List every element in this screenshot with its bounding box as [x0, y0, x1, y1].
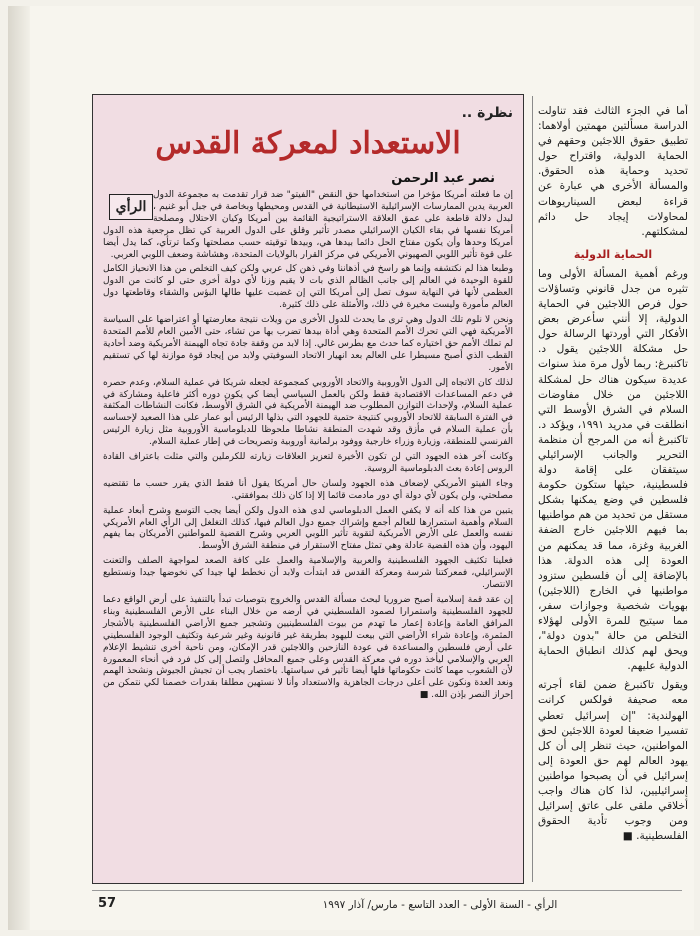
article-paragraph: فعلينا تكثيف الجهود الفلسطينية والعربية والإسلامية والعمل على كافة الصعد لمواجهة الصلف والتعنت الإسرائيلي، فمعركتنا شرسة ومعركة القدس قد ابتدأت ولابد أن نخطط لها جيدا كي نخوضها جيدا ونستطيع الانتصار.: [103, 556, 513, 591]
article-kicker: نظرة ..: [461, 105, 513, 121]
page-binding-edge: [8, 6, 30, 930]
column-divider: [532, 96, 533, 882]
issue-footer: الرأي - السنة الأولى - العدد التاسع - مارس/ آذار ١٩٩٧: [322, 899, 558, 911]
article-author: نصر عبد الرحمن: [391, 171, 495, 186]
article-paragraph: إن ما فعلته أمريكا مؤخرا من استخدامها حق النقض "الفيتو" ضد قرار تقدمت به مجموعة الدول العربية يدين الممارسات الإسرائيلية الاستيطانية في القدس ومحيطها وبخاصة في جبل أبو غنيم ، لبدل دلالة قاطعة على عمق العلاقة الاستراتيجية القائمة بين أمريكا وكيان الاحتلال ومصلحة أمريكا نفسها في بقاء الكيان الإسرائيلي مصدر تأثير وقلق على الدول العربية كي تظل مرجعية هذه الدول أمريكا وحدها وأن يكون مفتاح الحل دائما بيدها هي، وبيدها توقيته حسب مصلحتها وكما ترتأي، كما يدل أيضا على قوة تأثير اللوبي الصهيوني الأمريكي في مركز القرار بالولايات المتحدة، وهشاشة وضعف اللوبي العربي.: [103, 190, 513, 260]
sidebar-column: [538, 104, 688, 894]
article-body: [103, 190, 513, 702]
opinion-article-box: [92, 94, 524, 884]
article-paragraph: وطبعا هذا لم نكتشفه وإنما هو راسخ في أذهاننا وفي ذهن كل عربي ولكن كيف التخلص من هذا الانحياز الكامل للقوة الوحيدة في العالم إلى جانب الظالم الذي بات لا يقيم وزنا لأي دولة أخرى حتى لو كانت من الدول العظمى لأنها في النهاية سوف تصل إلى أمريكا التي إن غضبت عليها طالها البؤس والشقاء وقاطعتها دول العالم مأمورة وليست مخيرة في ذلك، والأمثلة على ذلك كثيرة.: [103, 264, 513, 311]
byline-row: [103, 171, 513, 186]
article-paragraph: وجاء الفيتو الأمريكي لإضعاف هذه الجهود ولسان حال أمريكا يقول أنا فقط الذي يقرر حسب ما تقتضيه مصلحتي، ولن يكون لأي دولة أي دور مادمت قائما إلا إذا كان ذلك بموافقتي.: [103, 478, 513, 501]
article-paragraph: ونحن لا نلوم تلك الدول وهي ترى ما يحدث للدول الأخرى من ويلات نتيجة معارضتها أو اعتراضها على السياسة الأمريكية فهي التي تحرك الأمم المتحدة وهي أداة بيدها تضرب بها من تشاء، حتى الأمين العام للأمم المتحدة لم تملك الأمم حق اختياره كما حدث مع بطرس غالي. إذا لابد من وقفة جادة تجاه الهيمنة الأمريكية وضد أحادية القطب الذي أصبح مسيطرا على العالم بعد انهيار الاتحاد السوفيتي ولابد من إيجاد قوة موازنة لها كي تستقيم الأمور.: [103, 315, 513, 373]
sidebar-paragraph: ورغم أهمية المسألة الأولى وما تثيره من جدل قانوني وتساؤلات حول فرص اللاجئين في الحماية الدولية، إلا أنني سأعرض بعض الأفكار التي أوردتها الرسالة حول حل مشكلة اللاجئين يقول د. تاكنبرغ: ربما لأول مرة منذ سنوات عديدة سيكون هناك حل لمشكلة اللاجئين من خلال مفاوضات السلام في الشرق الأوسط التي انطلقت في مدريد ١٩٩١، ويؤكد د. تاكنبرغ أنه من المرجح أن منظمة التحرير والجانب الإسرائيلي سيتفقان على إقامة دولة فلسطينية، حيثها ستكون حكومة فلسطين في وضع يمكنها بشكل مستقل من تحديد من هم مواطنيها بما فيهم اللاجئين خارج الضفة الغربية وغزة، مما قد يمكنهم من العودة إلى هذه الدولة. هذا بالإضافة إلى أن فلسطين ستزود مواطنيها في الخارج (اللاجئين) بهويات شخصية وجوازات سفر، مما سيتيح للمرة الأولى لهؤلاء التخلص من حالة "بدون دولة"، ويحق لهم كذلك انطباق الحماية الدولية عليهم.: [538, 267, 688, 673]
footer-rule: [92, 890, 682, 891]
article-paragraph: إن عقد قمة إسلامية أصبح ضروريا لبحث مسألة القدس والخروج بتوصيات تبدأ بالتنفيذ على أرض الواقع دعما للجهود الفلسطينية واستمرارا لصمود الفلسطيني في أرضه من خلال البناء على الأرض الفلسطينية وبناء المرافق العامة وإعادة إعمار ما تهدم من بيوت الفلسطينيين وتشجير جميع الأراضي الفلسطينية بالأشجار المثمرة، وإعادة شراء الأراضي التي بيعت لليهود بطريقة غير قانونية وغير شرعية وتكثيف الوجود الفلسطيني على أرض فلسطين والمساعدة في عودة النازحين واللاجئين قدر الإمكان، ومن ناحية أخرى تنشيط الإعلام العربي والإسلامي ليأخذ دوره في معركة القدس وعلى جميع المحافل ولتصل إلى كل فرد في أنحاء المعمورة لأن الشعوب مهما كانت حكوماتها فلها أيضا تأثير في سياستها. باختصار يجب أن تجيش الجيوش ونشحذ الهمم ونعد العدة ونكون على أعلى درجات الجاهزية والاستعداد وأنا لا نستهين مطلقا بقدرات خصمنا لكي نتمكن من إحراز النصر بإذن الله. ■: [103, 595, 513, 701]
article-paragraph: يتبين من هذا كله أنه لا يكفي العمل الدبلوماسي لدى هذه الدول ولكن أيضا يجب التوسع وشرح أبعاد عملية السلام وأهمية استمرارها للعالم أجمع وإشراك جميع دول العالم فيها، كذلك التغلغل إلى الرأي العام الأمريكي نفسه والعمل على الأرض الأمريكية لتقوية تأثير اللوبي العربي وشرح القضية للمواطنين الأمريكان بما يفهم اليهود، وأن هذه القضية عادلة وهي تمثل مفتاح الاستقرار في منطقة الشرق الأوسط.: [103, 505, 513, 552]
opinion-stamp-logo: الرأي: [109, 194, 153, 220]
page-number: 57: [98, 896, 117, 911]
sidebar-intro: أما في الجزء الثالث فقد تناولت الدراسة مسألتين مهمتين أولاهما: تطبيق حقوق اللاجئين وحقهم في الحماية الدولية، واقتراح حول تحديد وحماية هذه الحقوق. والمسألة الأخرى هي عبارة عن قراءة لبعض السيناريوهات لمحاولات إيجاد حل دائم لمشكلتهم.: [538, 105, 688, 238]
sidebar-paragraph: ويقول تاكنبرغ ضمن لقاء أجرته معه صحيفة فولكس كرانت الهولندية: "إن إسرائيل تعطي تفسيرا ضعيفا لعودة اللاجئين لحق المواطنين، حيث تنظر إلى أن كل يهود العالم لهم حق العودة إلى إسرائيل في أن يصبحوا مواطنين إسرائيليين، لذا كان هناك واجب أخلاقي ملقى على عاتق إسرائيل ومن وجوب تأدية الحقوق الفلسطينية. ■: [538, 679, 688, 843]
article-paragraph: لذلك كان الاتجاه إلى الدول الأوروبية والاتحاد الأوروبي كمجموعة لجعله شريكا في عملية السلام، وعدم حصره في دعم المساعدات الاقتصادية فقط ولكن بالعمل السياسي أيضا كي يكون دوره أكثر فاعلية ومشاركة في عملية السلام، ولإحداث التوازن المطلوب ضد الهيمنة الأمريكية في الشرق الأوسط، فكانت النشاطات المكثفة في الفترة السابقة للاتحاد الأوروبي كنتيجة حتمية للجهود التي بذلها الرئيس أبو عمار على هذا الصعيد لإحساسه بأن عملية السلام في مأزق وقد شهدت المنطقة نشاطا ملحوظا للدبلوماسية الأوروبية مثل زيارة الرئيس الفرنسي للمنطقة، وزيارة وزراء خارجية ووفود برلمانية أوروبية وتصريحات في إطار عملية السلام.: [103, 377, 513, 448]
sidebar-heading: الحماية الدولية: [573, 247, 653, 261]
article-headline: الاستعداد لمعركة القدس: [155, 126, 461, 161]
article-paragraph: وكانت آخر هذه الجهود التي لن تكون الأخيرة لتعزيز العلاقات زيارته للكرملين والتي مثلت باعتراف القادة الروس إعادة بعث الدبلوماسية الروسية.: [103, 452, 513, 474]
